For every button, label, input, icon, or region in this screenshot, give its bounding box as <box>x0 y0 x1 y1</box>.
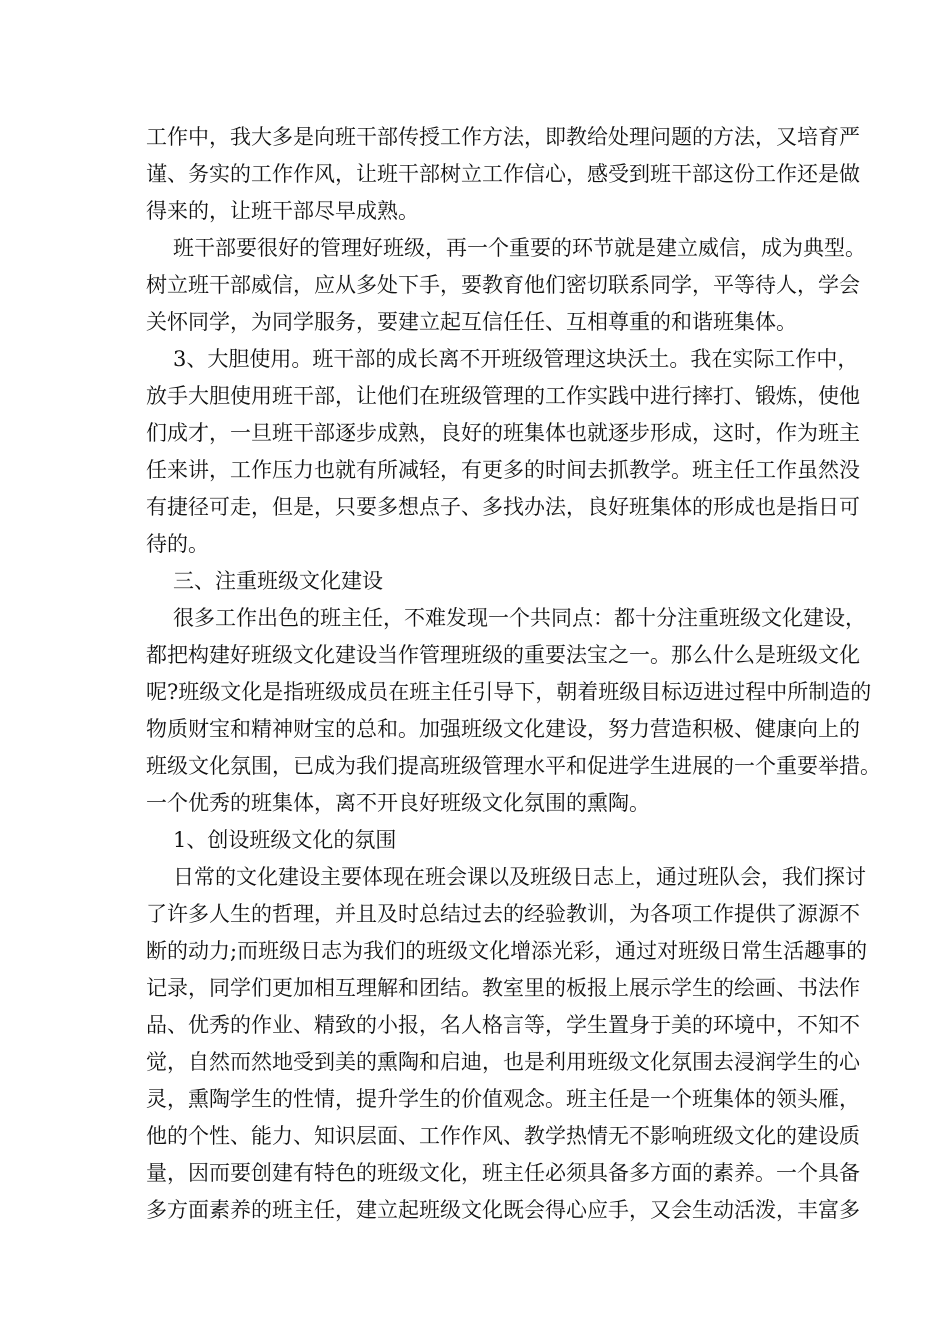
text-line: 了许多人生的哲理，并且及时总结过去的经验教训，为各项工作提供了源源不 <box>146 902 860 926</box>
text-line: 有捷径可走，但是，只要多想点子、多找办法，良好班集体的形成也是指日可 <box>146 495 860 519</box>
paragraph-first-line: 很多工作出色的班主任，不难发现一个共同点：都十分注重班级文化建设， <box>173 606 866 630</box>
text-line: 任来讲，工作压力也就有所减轻，有更多的时间去抓教学。班主任工作虽然没 <box>146 458 860 482</box>
text-line: 他的个性、能力、知识层面、工作作风、教学热情无不影响班级文化的建设质 <box>146 1124 860 1148</box>
text-line: 觉，自然而然地受到美的熏陶和启迪，也是利用班级文化氛围去浸润学生的心 <box>146 1050 860 1074</box>
text-line: 谨、务实的工作作风，让班干部树立工作信心，感受到班干部这份工作还是做 <box>146 162 860 186</box>
text-line: 一个优秀的班集体，离不开良好班级文化氛围的熏陶。 <box>146 791 650 815</box>
text-line: 工作中，我大多是向班干部传授工作方法，即教给处理问题的方法，又培育严 <box>146 125 860 149</box>
section-heading: 三、注重班级文化建设 <box>173 569 383 593</box>
text-line: 都把构建好班级文化建设当作管理班级的重要法宝之一。那么什么是班级文化 <box>146 643 860 667</box>
text-line: 品、优秀的作业、精致的小报，名人格言等，学生置身于美的环境中，不知不 <box>146 1013 860 1037</box>
text-line: 得来的，让班干部尽早成熟。 <box>146 199 419 223</box>
paragraph-first-line: 日常的文化建设主要体现在班会课以及班级日志上，通过班队会，我们探讨 <box>173 865 866 889</box>
text-line: 呢?班级文化是指班级成员在班主任引导下，朝着班级目标迈进过程中所制造的 <box>146 680 872 704</box>
text-line: 班级文化氛围，已成为我们提高班级管理水平和促进学生进展的一个重要举措。 <box>146 754 881 778</box>
text-line: 量，因而要创建有特色的班级文化，班主任必须具备多方面的素养。一个具备 <box>146 1161 860 1185</box>
text-line: 待的。 <box>146 532 209 556</box>
paragraph-first-line: 班干部要很好的管理好班级，再一个重要的环节就是建立威信，成为典型。 <box>173 236 866 260</box>
text-line: 多方面素养的班主任，建立起班级文化既会得心应手，又会生动活泼，丰富多 <box>146 1198 860 1222</box>
text-line: 断的动力;而班级日志为我们的班级文化增添光彩，通过对班级日常生活趣事的 <box>146 939 868 963</box>
paragraph-first-line: 3、大胆使用。班干部的成长离不开班级管理这块沃土。我在实际工作中， <box>173 347 859 371</box>
text-line: 记录，同学们更加相互理解和团结。教室里的板报上展示学生的绘画、书法作 <box>146 976 860 1000</box>
text-line: 放手大胆使用班干部，让他们在班级管理的工作实践中进行摔打、锻炼，使他 <box>146 384 860 408</box>
text-line: 物质财宝和精神财宝的总和。加强班级文化建设，努力营造积极、健康向上的 <box>146 717 860 741</box>
text-line: 关怀同学，为同学服务，要建立起互信任任、互相尊重的和谐班集体。 <box>146 310 797 334</box>
text-line: 灵，熏陶学生的性情，提升学生的价值观念。班主任是一个班集体的领头雁， <box>146 1087 860 1111</box>
text-line: 们成才，一旦班干部逐步成熟，良好的班集体也就逐步形成，这时，作为班主 <box>146 421 860 445</box>
subsection-heading: 1、创设班级文化的氛围 <box>173 828 397 852</box>
text-line: 树立班干部威信，应从多处下手，要教育他们密切联系同学，平等待人，学会 <box>146 273 860 297</box>
